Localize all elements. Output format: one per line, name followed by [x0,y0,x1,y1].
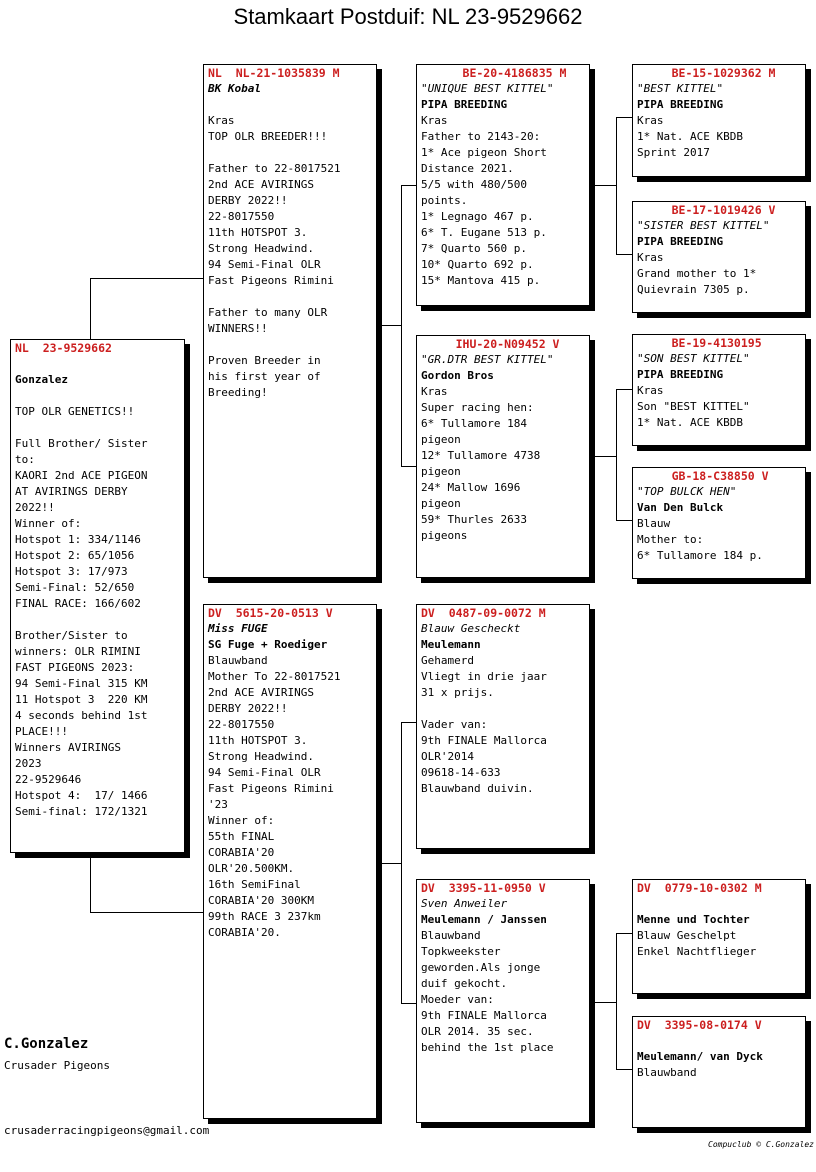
card-line: Meulemann [421,638,481,651]
card-line: TOP OLR GENETICS!! [15,405,135,418]
card-line: Mother To 22-8017521 [208,670,341,683]
ring-number: DV 5615-20-0513 V [208,606,333,620]
card-body [421,621,585,797]
pedigree-card-mm-mother [632,1016,806,1128]
card-line: DERBY 2022!! [208,194,288,207]
card-line [637,896,801,912]
card-line: DERBY 2022!! [208,702,288,715]
card-line: 2nd ACE AVIRINGS [208,686,314,699]
card-line: Gordon Bros [421,369,494,382]
card-line: Menne und Tochter [637,913,750,926]
card-line [15,612,180,628]
card-line: PIPA BREEDING [637,235,724,248]
card-body [15,356,180,820]
card-line: points. [421,194,468,207]
card-line: duif gekocht. [421,977,508,990]
card-line: 11 Hotspot 3 220 KM [15,693,148,706]
card-line [208,97,372,113]
ring-number: NL 23-9529662 [15,341,112,355]
card-line: "TOP BULCK HEN" [637,485,737,498]
card-line: his first year of [208,370,321,383]
card-line: TOP OLR BREEDER!!! [208,130,328,143]
card-line: Topkweekster [421,945,501,958]
connector-line [616,933,632,934]
card-body [208,621,372,941]
card-line: "SON BEST KITTEL" [637,352,750,365]
card-line: 11th HOTSPOT 3. [208,734,308,747]
ring-number: DV 3395-08-0174 V [637,1018,762,1032]
card-line: 22-9529646 [15,773,82,786]
card-line: 5/5 with 480/500 [421,178,527,191]
card-line: 94 Semi-Final OLR [208,258,321,271]
card-line: "UNIQUE BEST KITTEL" [421,82,554,95]
connector-line [616,117,617,255]
ring-number: BE-15-1029362 M [637,66,776,80]
card-line: Father to many OLR [208,306,328,319]
card-line: Van Den Bulck [637,501,724,514]
card-line: Miss FUGE [208,622,268,635]
card-line: 31 x prijs. [421,686,494,699]
card-line: FINAL RACE: 166/602 [15,597,141,610]
card-line: Blauwband [208,654,268,667]
card-line: winners: OLR RIMINI [15,645,141,658]
card-line: 4 seconds behind 1st [15,709,148,722]
card-line: geworden.Als jonge [421,961,541,974]
pedigree-card-ff-father [632,64,806,177]
card-line: Vliegt in drie jaar [421,670,547,683]
card-line: 22-8017550 [208,210,275,223]
card-line: to: [15,453,35,466]
card-line [15,388,180,404]
card-line: Blauwband [421,929,481,942]
card-line: Son "BEST KITTEL" [637,400,750,413]
card-line: pigeons [421,529,468,542]
card-line: 6* T. Eugane 513 p. [421,226,547,239]
card-line: Hotspot 4: 17/ 1466 [15,789,148,802]
card-line: Full Brother/ Sister [15,437,148,450]
card-line: 2022!! [15,501,55,514]
card-line [208,337,372,353]
card-line: 1* Ace pigeon Short [421,146,547,159]
card-line: Gehamerd [421,654,474,667]
card-line: 7* Quarto 560 p. [421,242,527,255]
pedigree-card-mm-father [632,879,806,994]
card-line: Semi-Final: 52/650 [15,581,135,594]
card-line: Fast Pigeons Rimini [208,782,334,795]
ring-number: NL NL-21-1035839 M [208,66,340,80]
card-line: 15* Mantova 415 p. [421,274,541,287]
card-line: Fast Pigeons Rimini [208,274,334,287]
card-line: Kras [421,114,448,127]
connector-line [401,1003,417,1004]
card-line: Distance 2021. [421,162,514,175]
card-line [208,289,372,305]
connector-line [90,853,91,912]
card-line: Winner of: [208,814,275,827]
connector-line [401,185,417,186]
card-line: CORABIA'20 300KM [208,894,314,907]
card-line: Proven Breeder in [208,354,321,367]
card-line: 1* Nat. ACE KBDB [637,416,743,429]
pedigree-card-mother-mother [416,879,590,1123]
pedigree-card-mother-father [416,604,590,849]
card-line: 55th FINAL [208,830,275,843]
contact-email[interactable]: crusaderracingpigeons@gmail.com [4,1124,210,1137]
card-body [637,218,801,298]
connector-line [401,722,417,723]
pedigree-card-fm-mother [632,467,806,579]
connector-line [616,389,632,390]
pedigree-card-ff-mother [632,201,806,313]
card-line: Blauw [637,517,671,530]
card-line: Meulemann/ van Dyck [637,1050,763,1063]
card-body [637,484,801,564]
owner-name: C.Gonzalez [4,1036,89,1052]
card-line: Kras [421,385,448,398]
card-line: Enkel Nachtflieger [637,945,757,958]
card-line: pigeon [421,497,461,510]
card-line: Breeding! [208,386,268,399]
card-line: 9th FINALE Mallorca [421,1009,547,1022]
card-line [15,356,180,372]
card-line: 99th RACE 3 237km [208,910,321,923]
card-line [15,420,180,436]
card-line: Hotspot 1: 334/1146 [15,533,141,546]
card-line: 1* Nat. ACE KBDB [637,130,743,143]
connector-line [616,117,632,118]
card-line: BK Kobal [208,82,261,95]
card-line [421,701,585,717]
ring-number: BE-19-4130195 [637,336,762,350]
card-line: Meulemann / Janssen [421,913,547,926]
connector-line [589,456,617,457]
card-line: PIPA BREEDING [637,98,724,111]
card-line: Moeder van: [421,993,494,1006]
card-line: Blauwband [637,1066,697,1079]
card-line: Strong Headwind. [208,750,314,763]
card-body [637,896,801,960]
ring-number: DV 0487-09-0072 M [421,606,546,620]
connector-line [616,933,617,1070]
card-line: 22-8017550 [208,718,275,731]
card-line: 1* Legnago 467 p. [421,210,534,223]
connector-line [376,863,401,864]
card-line: Kras [637,251,664,264]
card-line: CORABIA'20 [208,846,275,859]
pedigree-card-father-father [416,64,590,306]
card-line: Gonzalez [15,373,68,386]
card-line: Father to 22-8017521 [208,162,341,175]
card-line: Blauwband duivin. [421,782,534,795]
card-line: Blauw Gescheckt [421,622,521,635]
card-body [637,81,801,161]
connector-line [401,466,417,467]
card-line: PIPA BREEDING [637,368,724,381]
connector-line [616,1069,632,1070]
card-line [637,1033,801,1049]
connector-line [90,278,91,340]
card-line: Brother/Sister to [15,629,128,642]
card-line: Semi-final: 172/1321 [15,805,148,818]
card-body [637,351,801,431]
card-line: OLR 2014. 35 sec. [421,1025,534,1038]
card-line: Kras [208,114,235,127]
card-line: 6* Tullamore 184 [421,417,527,430]
connector-line [401,185,402,467]
card-body [637,1033,801,1081]
pedigree-card-mother [203,604,377,1119]
card-line: 11th HOTSPOT 3. [208,226,308,239]
card-line: OLR'2014 [421,750,474,763]
connector-line [90,912,204,913]
card-line: Winner of: [15,517,82,530]
card-line: pigeon [421,433,461,446]
ring-number: BE-17-1019426 V [637,203,776,217]
card-line: CORABIA'20. [208,926,281,939]
card-line: PIPA BREEDING [421,98,508,111]
card-line: 6* Tullamore 184 p. [637,549,763,562]
card-line: 12* Tullamore 4738 [421,449,541,462]
card-line: FAST PIGEONS 2023: [15,661,135,674]
connector-line [616,389,617,521]
ring-number: DV 3395-11-0950 V [421,881,546,895]
card-line: 2023 [15,757,42,770]
card-line: 16th SemiFinal [208,878,301,891]
card-line: Sven Anweiler [421,897,508,910]
card-body [421,896,585,1056]
pedigree-card-father-mother [416,335,590,578]
card-line: 94 Semi-Final OLR [208,766,321,779]
card-line: "BEST KITTEL" [637,82,724,95]
ring-number: IHU-20-N09452 V [421,337,560,351]
card-line: pigeon [421,465,461,478]
card-line: Blauw Geschelpt [637,929,737,942]
card-line: Hotspot 3: 17/973 [15,565,128,578]
card-line: PLACE!!! [15,725,68,738]
card-line: Vader van: [421,718,488,731]
card-line: AT AVIRINGS DERBY [15,485,128,498]
connector-line [616,520,632,521]
connector-line [401,722,402,1004]
card-line: '23 [208,798,228,811]
pedigree-card-fm-father [632,334,806,446]
card-line: Mother to: [637,533,704,546]
card-line: Winners AVIRINGS [15,741,121,754]
ring-number: DV 0779-10-0302 M [637,881,762,895]
card-line: OLR'20.500KM. [208,862,295,875]
card-body [421,352,585,544]
card-body [421,81,585,289]
card-line [208,145,372,161]
connector-line [616,254,632,255]
pedigree-card-father [203,64,377,578]
pedigree-card-subject [10,339,185,853]
card-line: Strong Headwind. [208,242,314,255]
copyright-note: Compuclub © C.Gonzalez [708,1140,814,1149]
page-title: Stamkaart Postduif: NL 23-9529662 [233,4,583,29]
card-line: "GR.DTR BEST KITTEL" [421,353,554,366]
card-line: SG Fuge + Roediger [208,638,328,651]
card-line: KAORI 2nd ACE PIGEON [15,469,148,482]
card-line: 24* Mallow 1696 [421,481,521,494]
card-line: 94 Semi-Final 315 KM [15,677,148,690]
card-line: 59* Thurles 2633 [421,513,527,526]
card-line: Hotspot 2: 65/1056 [15,549,135,562]
connector-line [589,185,617,186]
card-line: 2nd ACE AVIRINGS [208,178,314,191]
card-body [208,81,372,401]
card-line: behind the 1st place [421,1041,554,1054]
card-line: Grand mother to 1* [637,267,757,280]
connector-line [90,278,204,279]
card-line: Kras [637,114,664,127]
ring-number: BE-20-4186835 M [421,66,567,80]
card-line: Super racing hen: [421,401,534,414]
card-line: Quievrain 7305 p. [637,283,750,296]
card-line: "SISTER BEST KITTEL" [637,219,770,232]
card-line: 9th FINALE Mallorca [421,734,547,747]
connector-line [376,325,401,326]
card-line: WINNERS!! [208,322,268,335]
loft-name: Crusader Pigeons [4,1059,110,1072]
ring-number: GB-18-C38850 V [637,469,769,483]
card-line: Kras [637,384,664,397]
card-line: Sprint 2017 [637,146,710,159]
card-line: 10* Quarto 692 p. [421,258,534,271]
connector-line [589,1002,617,1003]
card-line: 09618-14-633 [421,766,501,779]
card-line: Father to 2143-20: [421,130,541,143]
